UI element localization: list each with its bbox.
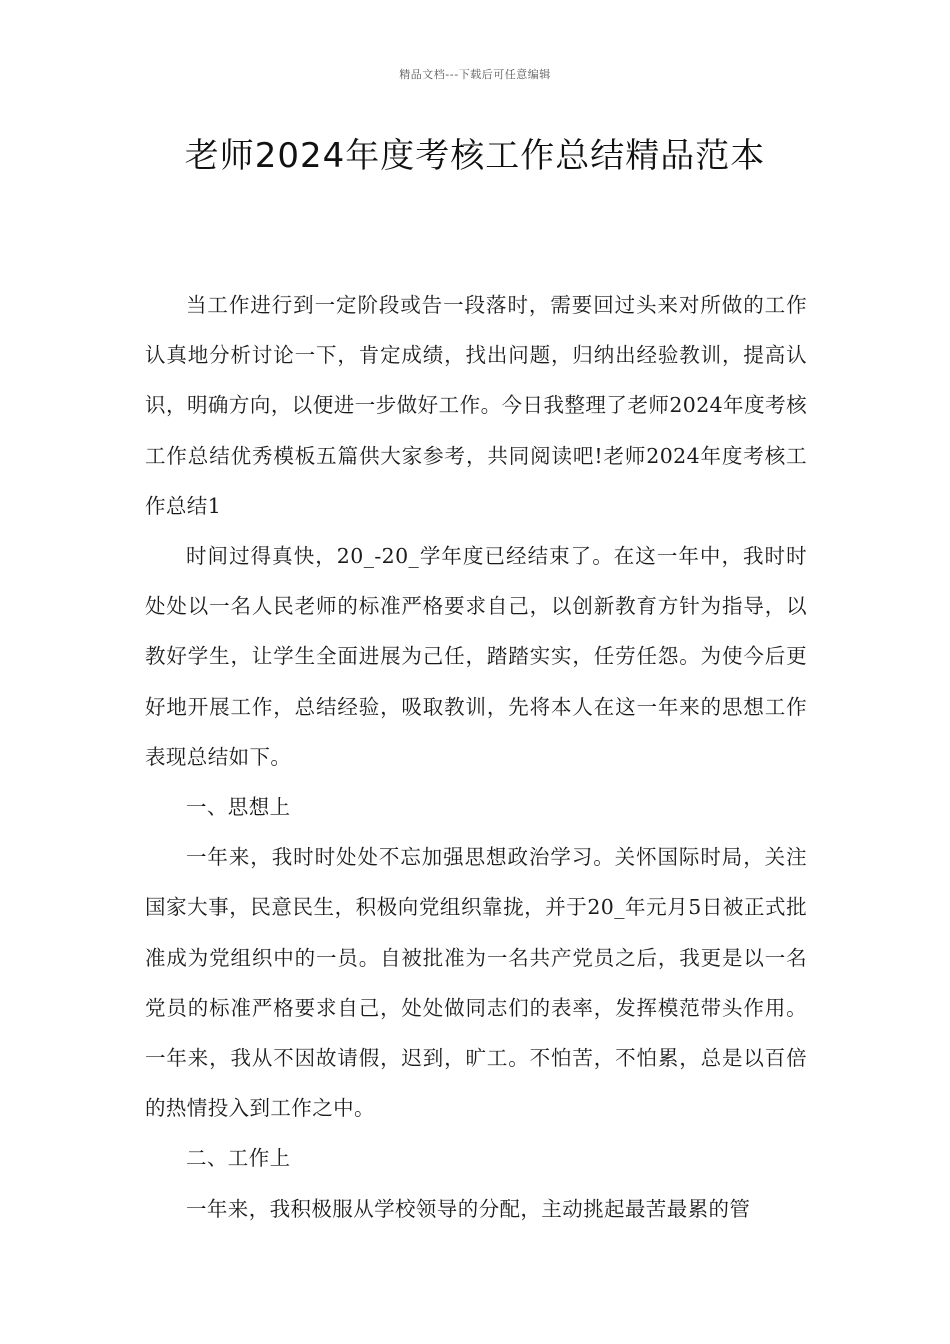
paragraph-work: 一年来，我积极服从学校领导的分配，主动挑起最苦最累的管: [186, 1196, 751, 1221]
document-body: [145, 280, 807, 1234]
header-note: 精品文档---下载后可任意编辑: [399, 68, 551, 81]
section-heading-thought: 一、思想上: [186, 795, 291, 820]
section-heading-work: 二、工作上: [186, 1146, 291, 1171]
document-title: 老师2024年度考核工作总结精品范本: [184, 136, 766, 176]
paragraph-intro: 当工作进行到一定阶段或告一段落时，需要回过头来对所做的工作认真地分析讨论一下，肯定成绩，找出问题，归纳出经验教训，提高认识，明确方向，以便进一步做好工作。今日我整理了老师2024年度考核工作总结优秀模板五篇供大家参考，共同阅读吧!老师2024年度考核工作总结1: [145, 293, 807, 518]
paragraph-thought: 一年来，我时时处处不忘加强思想政治学习。关怀国际时局，关注国家大事，民意民生，积极向党组织靠拢，并于20_年元月5日被正式批准成为党组织中的一员。自被批准为一名共产党员之后，我更是以一名党员的标准严格要求自己，处处做同志们的表率，发挥模范带头作用。一年来，我从不因故请假，迟到，旷工。不怕苦，不怕累，总是以百倍的热情投入到工作之中。: [145, 845, 807, 1121]
paragraph-opening: 时间过得真快，20_-20_学年度已经结束了。在这一年中，我时时处处以一名人民老师的标准严格要求自己，以创新教育方针为指导，以教好学生，让学生全面进展为己任，踏踏实实，任劳任怨。为使今后更好地开展工作，总结经验，吸取教训，先将本人在这一年来的思想工作表现总结如下。: [145, 544, 807, 769]
